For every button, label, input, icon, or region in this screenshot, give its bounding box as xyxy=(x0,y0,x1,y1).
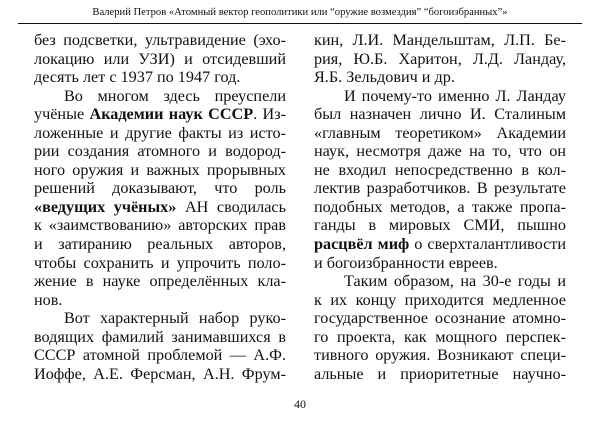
text-line xyxy=(314,365,566,384)
text-segment: наук, несмотря даже на то, что он xyxy=(314,142,566,161)
text-line xyxy=(34,291,286,310)
text-line xyxy=(314,87,566,106)
text-segment: подобных методов, а также пропа- xyxy=(314,197,566,216)
text-line xyxy=(34,179,286,198)
text-line xyxy=(314,161,566,180)
text-line xyxy=(314,142,566,161)
bold-text-segment: «ведущих учёных» xyxy=(34,197,177,216)
text-segment: Во многом здесь преуспели xyxy=(64,86,286,105)
text-segment: «главным теоретиком» Академии xyxy=(314,123,566,142)
text-segment: и затиранию реальных авторов, xyxy=(34,235,286,254)
text-segment: Вот характерный набор руко- xyxy=(64,309,286,328)
text-segment: водящих фамилий занимавшихся в xyxy=(34,327,286,346)
text-line xyxy=(34,198,286,217)
text-segment: тивного оружия. Возникают специ- xyxy=(314,346,566,365)
text-line xyxy=(314,68,566,87)
text-line xyxy=(34,346,286,365)
text-line xyxy=(34,254,286,273)
text-segment: альные и приоритетные научно- xyxy=(314,364,566,383)
text-line xyxy=(314,179,566,198)
text-segment: Я.Б. Зельдович и др. xyxy=(314,68,455,87)
text-line xyxy=(314,216,566,235)
text-segment: был назначен лично И. Сталиным xyxy=(314,105,566,124)
text-line xyxy=(314,198,566,217)
text-segment: к «заимствованию» авторских прав xyxy=(34,216,286,235)
text-segment: учёные xyxy=(34,105,90,124)
text-line xyxy=(34,50,286,69)
text-segment: к их концу приходится медленное xyxy=(314,290,566,309)
text-segment: нов. xyxy=(34,290,63,309)
text-line xyxy=(34,235,286,254)
text-line xyxy=(34,216,286,235)
text-segment: го проекта, как мощного перспек- xyxy=(314,327,566,346)
text-line xyxy=(314,291,566,310)
text-line xyxy=(34,272,286,291)
bold-text-segment: Академии наук СССР xyxy=(89,105,254,124)
text-segment: . Из- xyxy=(253,105,286,124)
text-line xyxy=(34,309,286,328)
text-segment: локацию или УЗИ) и отсидевший xyxy=(34,49,286,68)
text-segment: ганды в мировых СМИ, пышно xyxy=(314,216,566,235)
text-line xyxy=(314,235,566,254)
page-number: 40 xyxy=(294,397,306,411)
text-segment: Таким образом, на 30-е годы и xyxy=(344,272,566,291)
text-line xyxy=(34,328,286,347)
text-line xyxy=(34,365,286,384)
text-segment: чтобы сохранить и упрочить поло- xyxy=(34,253,286,272)
bold-text-segment: расцвёл миф xyxy=(314,235,410,254)
text-segment: и богоизбранности евреев. xyxy=(314,253,498,272)
text-line xyxy=(314,31,566,50)
running-header: Валерий Петров «Атомный вектор геополитики или “оружие возмездия” “богоизбранных”» xyxy=(92,7,508,18)
text-segment: решений доказывают, что роль xyxy=(34,179,286,198)
text-line xyxy=(314,272,566,291)
text-line xyxy=(314,309,566,328)
text-line xyxy=(314,346,566,365)
text-segment: жение в науке определённых кла- xyxy=(34,272,286,291)
text-line xyxy=(34,142,286,161)
text-line xyxy=(314,105,566,124)
text-line xyxy=(34,105,286,124)
text-segment: без подсветки, ультравидение (эхо- xyxy=(34,31,286,49)
text-segment: десять лет с 1937 по 1947 год. xyxy=(34,68,241,87)
text-segment: ного оружия и важных прорывных xyxy=(34,160,286,179)
text-line xyxy=(34,68,286,87)
text-line xyxy=(314,328,566,347)
text-segment: не входил непосредственно в кол- xyxy=(314,160,566,179)
text-line xyxy=(314,254,566,273)
text-segment: АН сводилась xyxy=(176,197,286,216)
right-text-column xyxy=(314,31,566,383)
text-segment: о сверхталантливости xyxy=(409,235,566,254)
text-segment: кин, Л.И. Мандельштам, Л.П. Бе- xyxy=(314,31,566,49)
header-divider xyxy=(18,23,582,24)
text-segment: рия, Ю.Б. Харитон, Л.Д. Ландау, xyxy=(314,49,566,68)
text-segment: И почему-то именно Л. Ландау xyxy=(344,86,566,105)
text-segment: ложенные и другие факты из исто- xyxy=(34,123,286,142)
left-text-column xyxy=(34,31,286,383)
text-line xyxy=(314,50,566,69)
text-line xyxy=(34,31,286,50)
text-segment: государственное осознание атомно- xyxy=(314,309,566,328)
text-segment: рии создания атомного и водород- xyxy=(34,142,286,161)
text-segment: лектив разработчиков. В результате xyxy=(314,179,566,198)
text-segment: СССР атомной проблемой — А.Ф. xyxy=(34,346,286,365)
text-line xyxy=(314,124,566,143)
text-line xyxy=(34,161,286,180)
text-line xyxy=(34,124,286,143)
text-line xyxy=(34,87,286,106)
text-segment: Иоффе, А.Е. Ферсман, А.Н. Фрум- xyxy=(34,364,286,383)
